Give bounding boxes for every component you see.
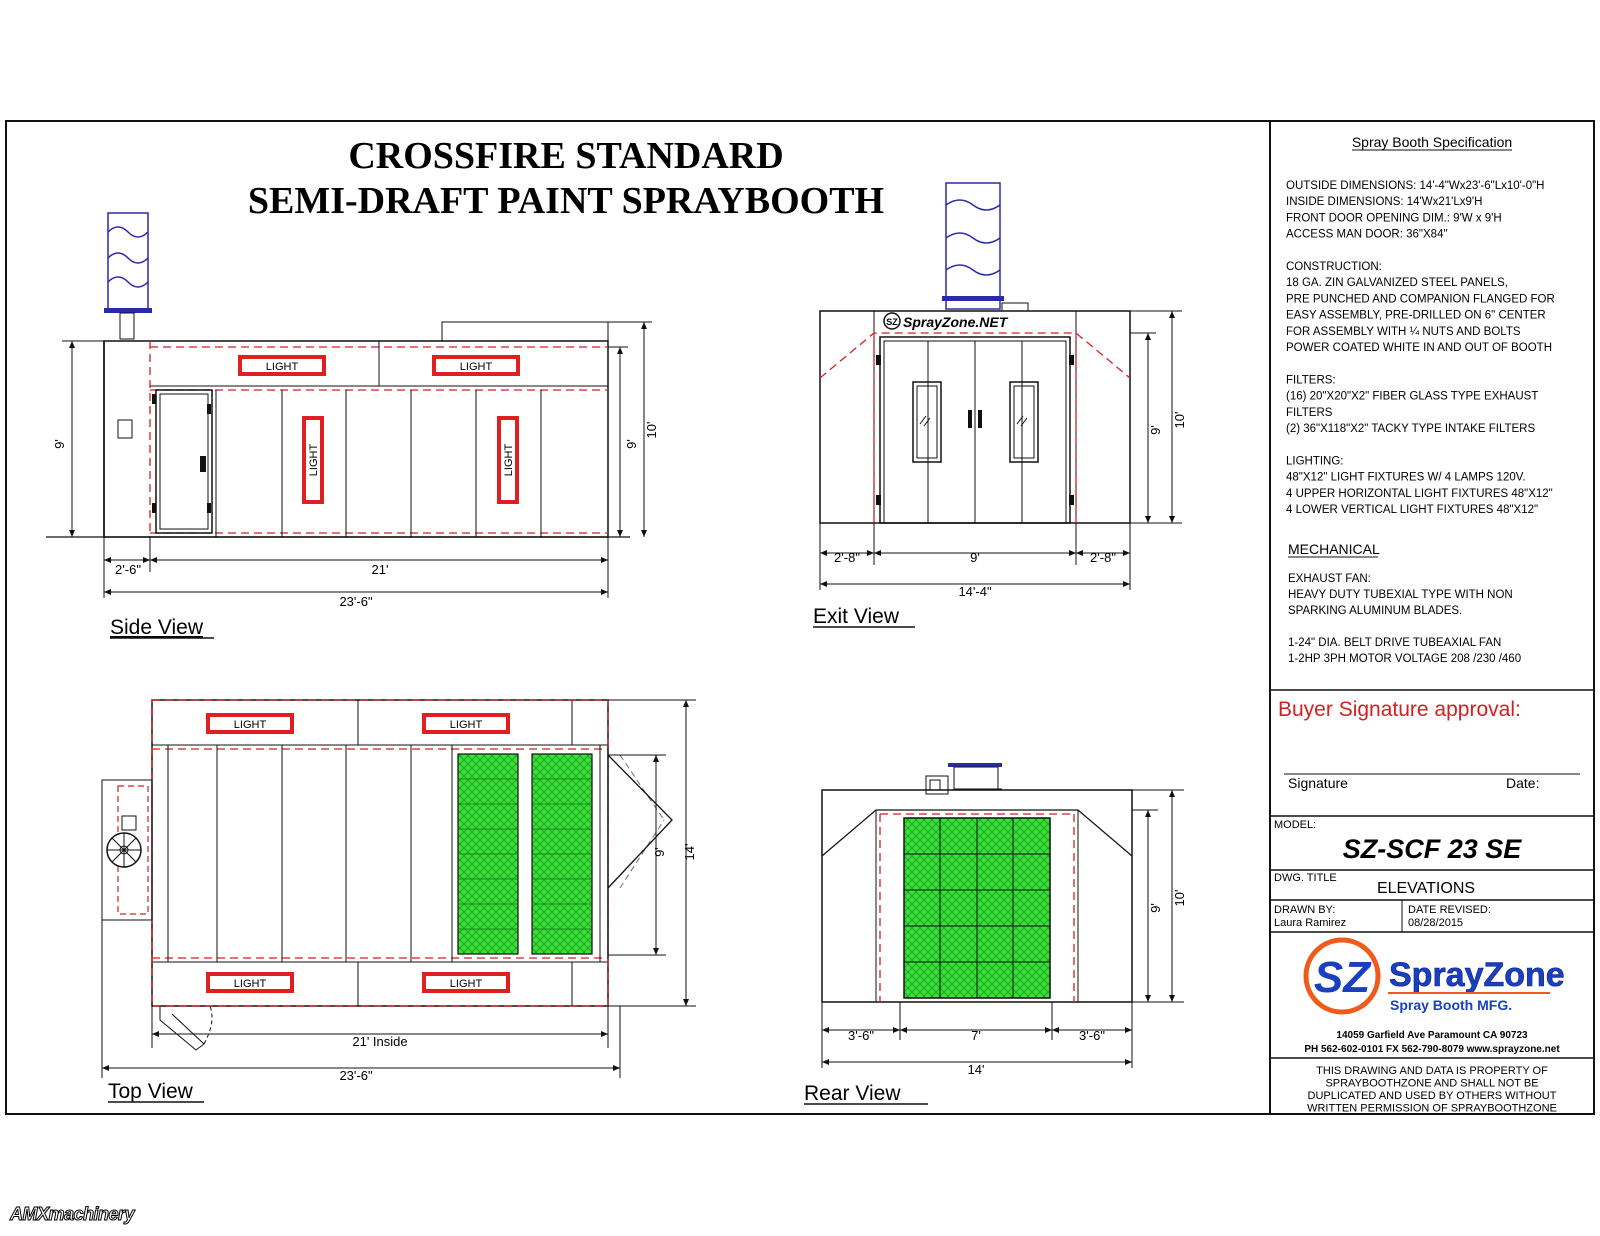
date-label: Date: bbox=[1506, 775, 1540, 791]
svg-text:LIGHT: LIGHT bbox=[503, 443, 515, 477]
rear-dim-center: 7' bbox=[971, 1028, 981, 1043]
side-dim-left: 2'-6" bbox=[115, 562, 141, 577]
dwg-title-value: ELEVATIONS bbox=[1376, 880, 1476, 897]
spec-line-10: POWER COATED WHITE IN AND OUT OF BOOTH bbox=[1286, 342, 1552, 354]
company-tagline: Spray Booth MFG. bbox=[1390, 997, 1513, 1013]
drawn-by-label: DRAWN BY: bbox=[1274, 904, 1336, 916]
svg-text:LIGHT: LIGHT bbox=[265, 361, 299, 373]
exit-dim-left: 2'-8" bbox=[834, 550, 860, 565]
approval-panel bbox=[1278, 698, 1580, 791]
exit-dim-9: 9' bbox=[1148, 425, 1163, 435]
drawn-by-value: Laura Ramirez bbox=[1274, 917, 1347, 929]
exit-dim-door: 9' bbox=[970, 550, 980, 565]
side-light-vertical-2 bbox=[497, 416, 519, 504]
watermark: AMXmachinery bbox=[10, 1204, 135, 1224]
exit-exhaust-stack bbox=[942, 183, 1028, 311]
side-dim-overall: 23'-6" bbox=[339, 594, 373, 609]
spec-line-6: 18 GA. ZIN GALVANIZED STEEL PANELS, bbox=[1286, 277, 1508, 290]
rear-dim-9: 9' bbox=[1148, 903, 1163, 913]
svg-text:SprayZone.NET: SprayZone.NET bbox=[903, 314, 1008, 330]
exit-dim-overall: 14'-4" bbox=[958, 584, 992, 599]
spec-line-2: FRONT DOOR OPENING DIM.: 9'W x 9'H bbox=[1286, 212, 1502, 225]
svg-text:SZ: SZ bbox=[886, 317, 898, 327]
svg-text:LIGHT: LIGHT bbox=[233, 978, 267, 990]
signature-label: Signature bbox=[1288, 775, 1348, 791]
side-light-vertical-1 bbox=[302, 416, 324, 504]
spec-line-0: OUTSIDE DIMENSIONS: 14'-4"Wx23'-6"Lx10'-0"H bbox=[1286, 180, 1545, 192]
spec-line-5: CONSTRUCTION: bbox=[1286, 261, 1382, 273]
property-notice bbox=[1307, 1065, 1557, 1115]
spec-line-20: 4 LOWER VERTICAL LIGHT FIXTURES 48"X12" bbox=[1286, 504, 1539, 516]
spec-line-3: ACCESS MAN DOOR: 36"X84" bbox=[1286, 228, 1448, 241]
notice-line-3: WRITTEN PERMISSION OF SPRAYBOOTHZONE bbox=[1307, 1102, 1557, 1115]
spec-line-1: INSIDE DIMENSIONS: 14'Wx21'Lx9'H bbox=[1286, 196, 1483, 209]
spec-heading: Spray Booth Specification bbox=[1351, 134, 1513, 150]
spec-lines bbox=[1286, 180, 1555, 516]
side-dim-height-10: 10' bbox=[644, 421, 659, 439]
mechanical-line-5: 1-2HP 3PH MOTOR VOLTAGE 208 /230 /460 bbox=[1288, 653, 1522, 665]
title-line-2: SEMI-DRAFT PAINT SPRAYBOOTH bbox=[247, 180, 885, 222]
side-booth-body bbox=[104, 341, 608, 537]
svg-text:LIGHT: LIGHT bbox=[449, 978, 483, 990]
top-view bbox=[102, 700, 697, 1103]
exit-view-label: Exit View bbox=[813, 605, 899, 628]
side-view-label: Side View bbox=[110, 616, 204, 639]
model-value: SZ-SCF 23 SE bbox=[1342, 834, 1522, 864]
top-dim-14: 14' bbox=[682, 843, 697, 861]
mechanical-lines bbox=[1288, 573, 1521, 665]
rear-view-label: Rear View bbox=[804, 1082, 901, 1105]
top-light-4 bbox=[422, 972, 510, 993]
top-view-label: Top View bbox=[108, 1080, 193, 1103]
side-light-upper-1 bbox=[238, 355, 326, 376]
rear-dim-right: 3'-6" bbox=[1079, 1028, 1105, 1043]
spec-line-13: (16) 20"X20"X2" FIBER GLASS TYPE EXHAUST bbox=[1286, 390, 1539, 403]
company-contact: PH 562-602-0101 FX 562-790-8079 www.sprayzone.net bbox=[1304, 1044, 1560, 1055]
top-dim-inside: 21' Inside bbox=[352, 1034, 408, 1049]
notice-line-2: DUPLICATED AND USED BY OTHERS WITHOUT bbox=[1307, 1090, 1557, 1102]
top-dim-overall: 23'-6" bbox=[339, 1068, 373, 1083]
company-address: 14059 Garfield Ave Paramount CA 90723 bbox=[1336, 1030, 1528, 1041]
mechanical-line-2: SPARKING ALUMINUM BLADES. bbox=[1288, 605, 1463, 617]
rear-dim-overall: 14' bbox=[967, 1062, 985, 1077]
rear-dim-left: 3'-6" bbox=[848, 1028, 874, 1043]
top-light-3 bbox=[206, 972, 294, 993]
exit-brand bbox=[884, 313, 1009, 330]
spec-line-14: FILTERS bbox=[1286, 406, 1333, 419]
spec-line-15: (2) 36"X118"X2" TACKY TYPE INTAKE FILTERS bbox=[1286, 423, 1536, 435]
notice-line-1: SPRAYBOOTHZONE AND SHALL NOT BE bbox=[1325, 1077, 1539, 1090]
mechanical-line-4: 1-24" DIA. BELT DRIVE TUBEAXIAL FAN bbox=[1288, 637, 1502, 649]
svg-text:LIGHT: LIGHT bbox=[308, 443, 320, 477]
spec-line-8: EASY ASSEMBLY, PRE-DRILLED ON 6" CENTER bbox=[1286, 309, 1546, 322]
model-label: MODEL: bbox=[1274, 819, 1317, 831]
svg-text:LIGHT: LIGHT bbox=[449, 719, 483, 731]
spec-line-7: PRE PUNCHED AND COMPANION FLANGED FOR bbox=[1286, 293, 1555, 306]
top-light-2 bbox=[422, 713, 510, 734]
exit-view bbox=[813, 183, 1187, 628]
side-dim-height-left: 9' bbox=[52, 439, 67, 449]
title-line-1: CROSSFIRE STANDARD bbox=[348, 135, 784, 177]
svg-text:LIGHT: LIGHT bbox=[233, 719, 267, 731]
svg-text:LIGHT: LIGHT bbox=[459, 361, 493, 373]
spec-line-17: LIGHTING: bbox=[1286, 455, 1344, 468]
company-logo bbox=[1306, 940, 1565, 1013]
side-dim-inside: 21' bbox=[371, 562, 389, 577]
logo-mark: SZ bbox=[1313, 953, 1371, 1002]
approval-heading: Buyer Signature approval: bbox=[1278, 698, 1521, 721]
top-light-1 bbox=[206, 713, 294, 734]
spec-line-9: FOR ASSEMBLY WITH ¼ NUTS AND BOLTS bbox=[1286, 325, 1521, 338]
side-view bbox=[46, 213, 659, 639]
side-light-upper-2 bbox=[432, 355, 520, 376]
mechanical-line-1: HEAVY DUTY TUBEXIAL TYPE WITH NON bbox=[1288, 589, 1513, 601]
rear-view bbox=[804, 763, 1187, 1105]
exit-dim-10: 10' bbox=[1172, 411, 1187, 429]
spec-line-12: FILTERS: bbox=[1286, 374, 1336, 387]
exit-dim-right: 2'-8" bbox=[1090, 550, 1116, 565]
company-name: SprayZone bbox=[1389, 956, 1565, 994]
date-revised-value: 08/28/2015 bbox=[1408, 917, 1464, 929]
notice-line-0: THIS DRAWING AND DATA IS PROPERTY OF bbox=[1316, 1065, 1548, 1077]
spec-panel bbox=[1286, 134, 1555, 665]
top-dim-9: 9' bbox=[652, 847, 667, 857]
mechanical-heading: MECHANICAL bbox=[1288, 541, 1380, 557]
side-dim-height-9: 9' bbox=[624, 439, 639, 449]
dwg-title-label: DWG. TITLE bbox=[1274, 872, 1337, 884]
spec-line-18: 48"X12" LIGHT FIXTURES W/ 4 LAMPS 120V. bbox=[1286, 471, 1526, 484]
spec-line-19: 4 UPPER HORIZONTAL LIGHT FIXTURES 48"X12" bbox=[1286, 487, 1553, 500]
date-revised-label: DATE REVISED: bbox=[1408, 904, 1491, 916]
mechanical-line-0: EXHAUST FAN: bbox=[1288, 573, 1371, 585]
side-exhaust-stack bbox=[104, 213, 152, 339]
rear-dim-10: 10' bbox=[1172, 889, 1187, 907]
